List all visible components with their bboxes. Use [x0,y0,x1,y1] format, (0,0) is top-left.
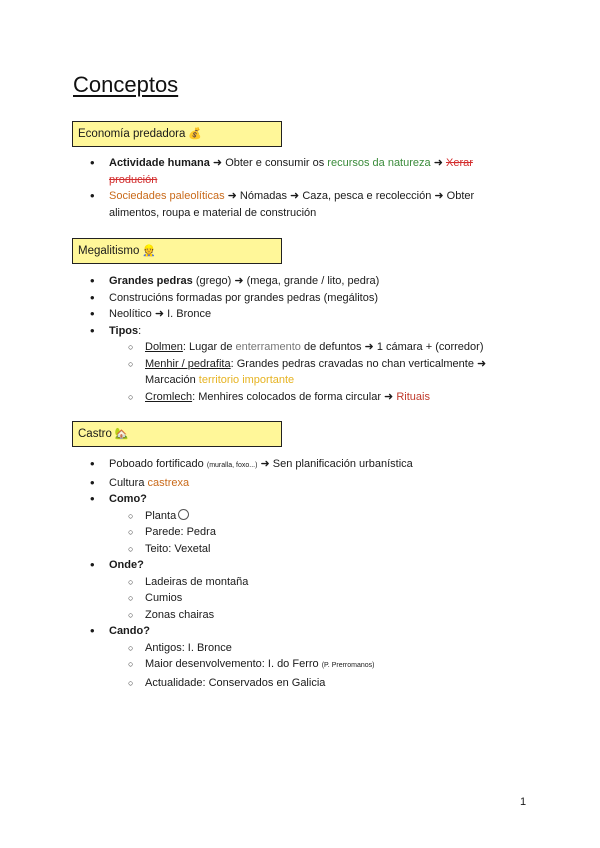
sub-list-item: ○ Menhir / pedrafita: Grandes pedras cravadas no chan verticalmente ➜ Marcación territorio importante [109,356,510,389]
sub-list-item: ○ Parede: Pedra [109,524,510,541]
castro-list [90,456,510,691]
sub-list-item: ○ Teito: Vexetal [109,541,510,558]
list-item: • Cando? ○ Antigos: I. Bronce ○ Maior desenvolvemento: I. do Ferro (P. Prerromanos) ○ Actualidade: Conservados en Galicia [90,623,510,691]
sub-list-item: ○ Dolmen: Lugar de enterramento de defuntos ➜ 1 cámara + (corredor) [109,339,510,356]
sub-list-item: ○ Zonas chairas [109,607,510,624]
list-item: • Sociedades paleolíticas ➜ Nómadas ➜ Caza, pesca e recolección ➜ Obter alimentos, roupa e material de construción [90,188,500,221]
tipos-sublist [109,339,510,405]
page-title: Conceptos [73,72,179,97]
list-item: • Tipos: ○ Dolmen: Lugar de enterramento de defuntos ➜ 1 cámara + (corredor) ○ Menhir / pedrafita: Grandes pedras cravadas no chan verticalmente ➜ Marcación territorio importante ○ Cromlech: Menhires colocados de forma circular ➜ Rituais [90,323,510,406]
economia-list [90,155,500,221]
list-item: • Como? ○ Planta ○ Parede: Pedra ○ Teito: Vexetal [90,491,510,557]
megalitismo-list [90,273,510,405]
list-item: • Construcións formadas por grandes pedras (megálitos) [90,290,510,307]
section-heading-label: Castro [78,428,112,440]
page-number: 1 [520,796,527,808]
cando-sublist [109,640,510,692]
section-heading-economia [72,121,282,147]
list-item: • Grandes pedras (grego) ➜ (mega, grande / lito, pedra) [90,273,510,290]
section-heading-megalitismo [72,238,282,264]
construction-worker-icon: 👷 [142,245,157,257]
como-sublist [109,508,510,558]
list-item: • Poboado fortificado (muralla, foxo...) ➜ Sen planificación urbanística [90,456,510,475]
section-heading-label: Megalitismo [78,245,140,257]
list-item: • Neolítico ➜ I. Bronce [90,306,510,323]
sub-list-item: ○ Maior desenvolvemento: I. do Ferro (P. Prerromanos) [109,656,510,675]
sub-list-item: ○ Cumios [109,590,510,607]
circle-icon [178,509,189,520]
sub-list-item: ○ Planta [109,508,510,525]
sub-list-item: ○ Actualidade: Conservados en Galicia [109,675,510,692]
section-heading-label: Economía predadora [78,128,186,140]
sub-list-item: ○ Cromlech: Menhires colocados de forma circular ➜ Rituais [109,389,510,406]
house-icon: 🏡 [114,428,129,440]
sub-list-item: ○ Ladeiras de montaña [109,574,510,591]
money-bag-icon: 💰 [188,128,203,140]
list-item: • Actividade humana ➜ Obter e consumir os recursos da natureza ➜ Xerar produción [90,155,500,188]
list-item: • Onde? ○ Ladeiras de montaña ○ Cumios ○ Zonas chairas [90,557,510,623]
onde-sublist [109,574,510,624]
section-heading-castro [72,421,282,447]
list-item: • Cultura castrexa [90,475,510,492]
sub-list-item: ○ Antigos: I. Bronce [109,640,510,657]
